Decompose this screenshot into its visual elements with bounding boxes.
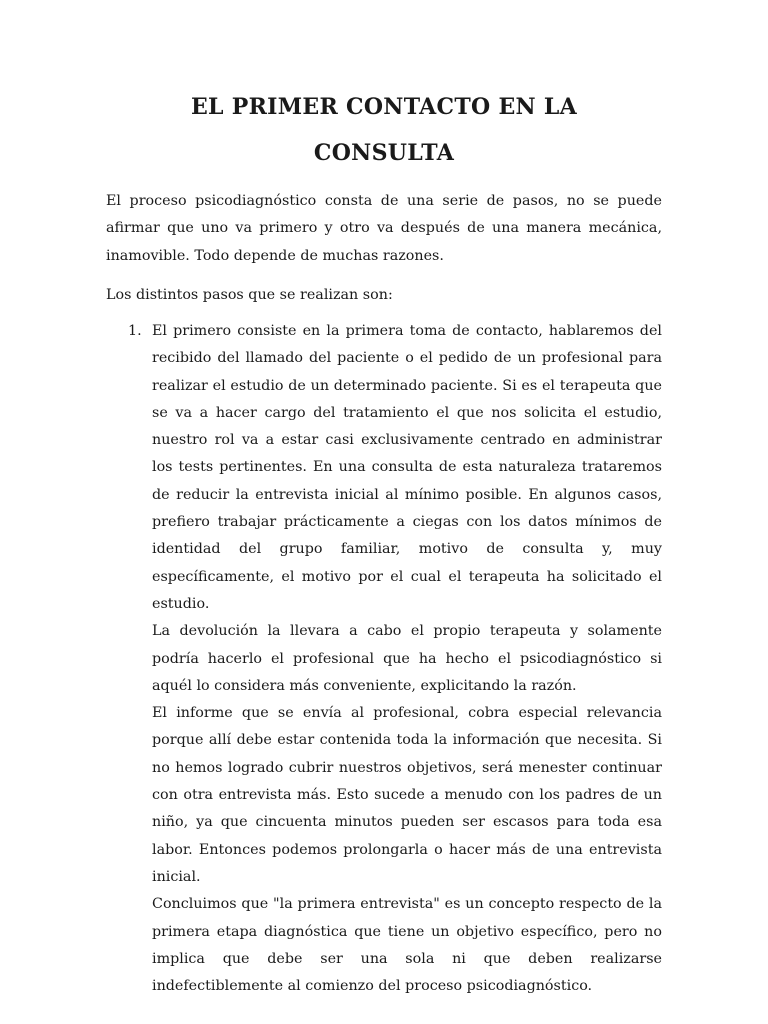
list-item [106,318,662,1000]
title-line-1: EL PRIMER CONTACTO EN LA [190,94,578,120]
list-item-paragraph-2: La devolución la llevara a cabo el propio terapeuta y solamente podría hacerlo el profesional que ha hecho el psicodiagnóstico si aquél lo considera más conveniente, explicitando la razón. [152,623,662,694]
list-item-paragraph-4: Concluimos que "la primera entrevista" es un concepto respecto de la primera etapa diagnóstica que tiene un objetivo específico, pero no implica que debe ser una sola ni que deben realizarse indefectiblemente al comienzo del proceso psicodiagnóstico. [152,896,662,995]
steps-lead-paragraph: Los distintos pasos que se realizan son: [106,287,393,303]
steps-list [106,318,662,1000]
list-item-paragraph-3: El informe que se envía al profesional, cobra especial relevancia porque allí debe estar contenida toda la información que necesita. Si no hemos logrado cubrir nuestros objetivos, será menester continuar con otra entrevista más. Esto sucede a menudo con los padres de un niño, ya que cincuenta minutos pueden ser escasos para toda esa labor. Entonces podemos prolongarla o hacer más de una entrevista inicial. [152,705,662,885]
title-line-2: CONSULTA [313,140,455,166]
document-title [100,84,668,176]
intro-paragraph: El proceso psicodiagnóstico consta de una serie de pasos, no se puede afirmar que uno va primero y otro va después de una manera mecánica, inamovible. Todo depende de muchas razones. [106,193,662,264]
list-item-number: 1. [128,323,142,339]
list-item-paragraph-1: El primero consiste en la primera toma de contacto, hablaremos del recibido del llamado del paciente o el pedido de un profesional para realizar el estudio de un determinado paciente. Si es el terapeuta que se va a hacer cargo del tratamiento el que nos solicita el estudio, nuestro rol va a estar casi exclusivamente centrado en administrar los tests pertinentes. En una consulta de esta naturaleza trataremos de reducir la entrevista inicial al mínimo posible. En algunos casos, prefiero trabajar prácticamente a ciegas con los datos mínimos de identidad del grupo familiar, motivo de consulta y, muy específicamente, el motivo por el cual el terapeuta ha solicitado el estudio. [152,323,662,612]
